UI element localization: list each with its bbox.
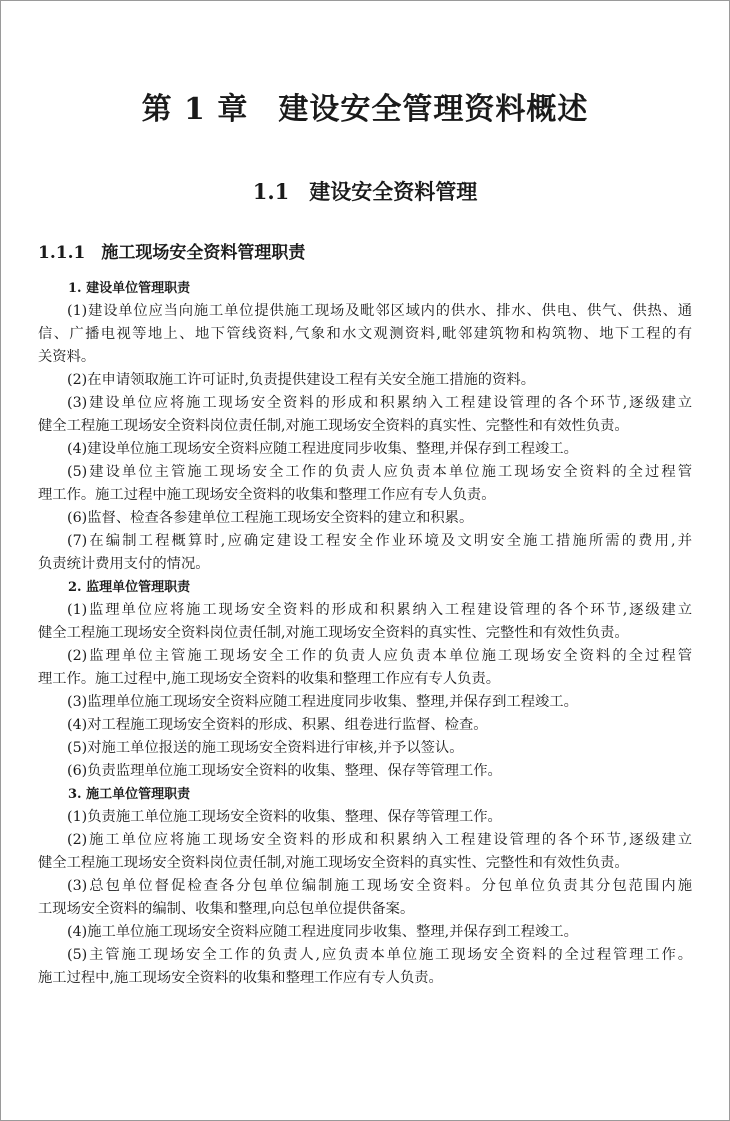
text-line: (6)监督、检查各参建单位工程施工现场安全资料的建立和积累。 — [67, 510, 474, 526]
paragraph — [38, 507, 692, 530]
text-line: (4)对工程施工现场安全资料的形成、积累、组卷进行监督、检查。 — [67, 717, 488, 733]
text-line: 关资料。 — [38, 349, 96, 365]
paragraph — [38, 300, 692, 369]
text-line: 理工作。施工过程中,施工现场安全资料的收集和整理工作应有专人负责。 — [38, 671, 501, 687]
duty-heading: 1. 建设单位管理职责 — [68, 281, 191, 296]
paragraph — [38, 737, 692, 760]
text-line: 施工过程中,施工现场安全资料的收集和整理工作应有专人负责。 — [38, 970, 443, 986]
paragraph — [38, 806, 692, 829]
paragraph — [38, 875, 692, 921]
text-line: (5)对施工单位报送的施工现场安全资料进行审核,并予以签认。 — [67, 740, 464, 756]
text-line: (3)监理单位施工现场安全资料应随工程进度同步收集、整理,并保存到工程竣工。 — [67, 694, 578, 710]
text-line: (2)施工单位应将施工现场安全资料的形成和积累纳入工程建设管理的各个环节,逐级建立 — [67, 832, 692, 848]
text-line: (2)监理单位主管施工现场安全工作的负责人应负责本单位施工现场安全资料的全过程管 — [67, 648, 692, 664]
subsection-title — [38, 238, 305, 263]
text-line: (6)负责监理单位施工现场安全资料的收集、整理、保存等管理工作。 — [67, 763, 502, 779]
text-line: 负责统计费用支付的情况。 — [38, 556, 210, 572]
text-line: (5)主管施工现场安全工作的负责人,应负责本单位施工现场安全资料的全过程管理工作。 — [67, 947, 692, 963]
paragraph — [38, 714, 692, 737]
text-line: (3)总包单位督促检查各分包单位编制施工现场安全资料。分包单位负责其分包范围内施 — [67, 878, 692, 894]
text-line: 工现场安全资料的编制、收集和整理,向总包单位提供备案。 — [38, 901, 415, 917]
chapter-title-text: 建设安全管理资料概述 — [278, 92, 589, 127]
duty-heading: 2. 监理单位管理职责 — [68, 580, 191, 595]
paragraph — [38, 921, 692, 944]
duty-heading: 3. 施工单位管理职责 — [68, 787, 191, 802]
paragraph — [38, 438, 692, 461]
paragraph — [38, 599, 692, 645]
paragraph — [38, 944, 692, 990]
text-line: (2)在申请领取施工许可证时,负责提供建设工程有关安全施工措施的资料。 — [67, 372, 535, 388]
subsection-title-text: 施工现场安全资料管理职责 — [101, 243, 306, 263]
text-line: (1)建设单位应当向施工单位提供施工现场及毗邻区域内的供水、排水、供电、供气、供热、通 — [67, 303, 692, 319]
text-line: 健全工程施工现场安全资料岗位责任制,对施工现场安全资料的真实性、完整性和有效性负责。 — [38, 855, 629, 871]
paragraph — [38, 369, 692, 392]
subsection-number: 1.1.1 — [38, 243, 86, 263]
section-title-text: 建设安全资料管理 — [309, 179, 478, 204]
paragraph — [38, 530, 692, 576]
text-line: (3)建设单位应将施工现场安全资料的形成和积累纳入工程建设管理的各个环节,逐级建立 — [67, 395, 692, 411]
text-line: (4)施工单位施工现场安全资料应随工程进度同步收集、整理,并保存到工程竣工。 — [67, 924, 578, 940]
paragraph — [38, 461, 692, 507]
text-line: (5)建设单位主管施工现场安全工作的负责人应负责本单位施工现场安全资料的全过程管 — [67, 464, 692, 480]
text-line: (1)负责施工单位施工现场安全资料的收集、整理、保存等管理工作。 — [67, 809, 502, 825]
text-line: (7)在编制工程概算时,应确定建设工程安全作业环境及文明安全施工措施所需的费用,并 — [67, 533, 692, 549]
text-line: 信、广播电视等地上、地下管线资料,气象和水文观测资料,毗邻建筑物和构筑物、地下工程的有 — [38, 326, 692, 342]
text-line: 理工作。施工过程中施工现场安全资料的收集和整理工作应有专人负责。 — [38, 487, 496, 503]
text-line: 健全工程施工现场安全资料岗位责任制,对施工现场安全资料的真实性、完整性和有效性负责。 — [38, 418, 629, 434]
text-line: 健全工程施工现场安全资料岗位责任制,对施工现场安全资料的真实性、完整性和有效性负责。 — [38, 625, 629, 641]
paragraph — [38, 829, 692, 875]
section-number: 1.1 — [252, 179, 290, 204]
chapter-number: 第 1 章 — [141, 92, 249, 127]
chapter-title — [0, 84, 730, 128]
body-text — [38, 277, 692, 990]
paragraph — [38, 392, 692, 438]
paragraph — [38, 645, 692, 691]
text-line: (1)监理单位应将施工现场安全资料的形成和积累纳入工程建设管理的各个环节,逐级建立 — [67, 602, 692, 618]
section-title — [0, 176, 730, 206]
text-line: (4)建设单位施工现场安全资料应随工程进度同步收集、整理,并保存到工程竣工。 — [67, 441, 578, 457]
paragraph — [38, 691, 692, 714]
paragraph — [38, 760, 692, 783]
